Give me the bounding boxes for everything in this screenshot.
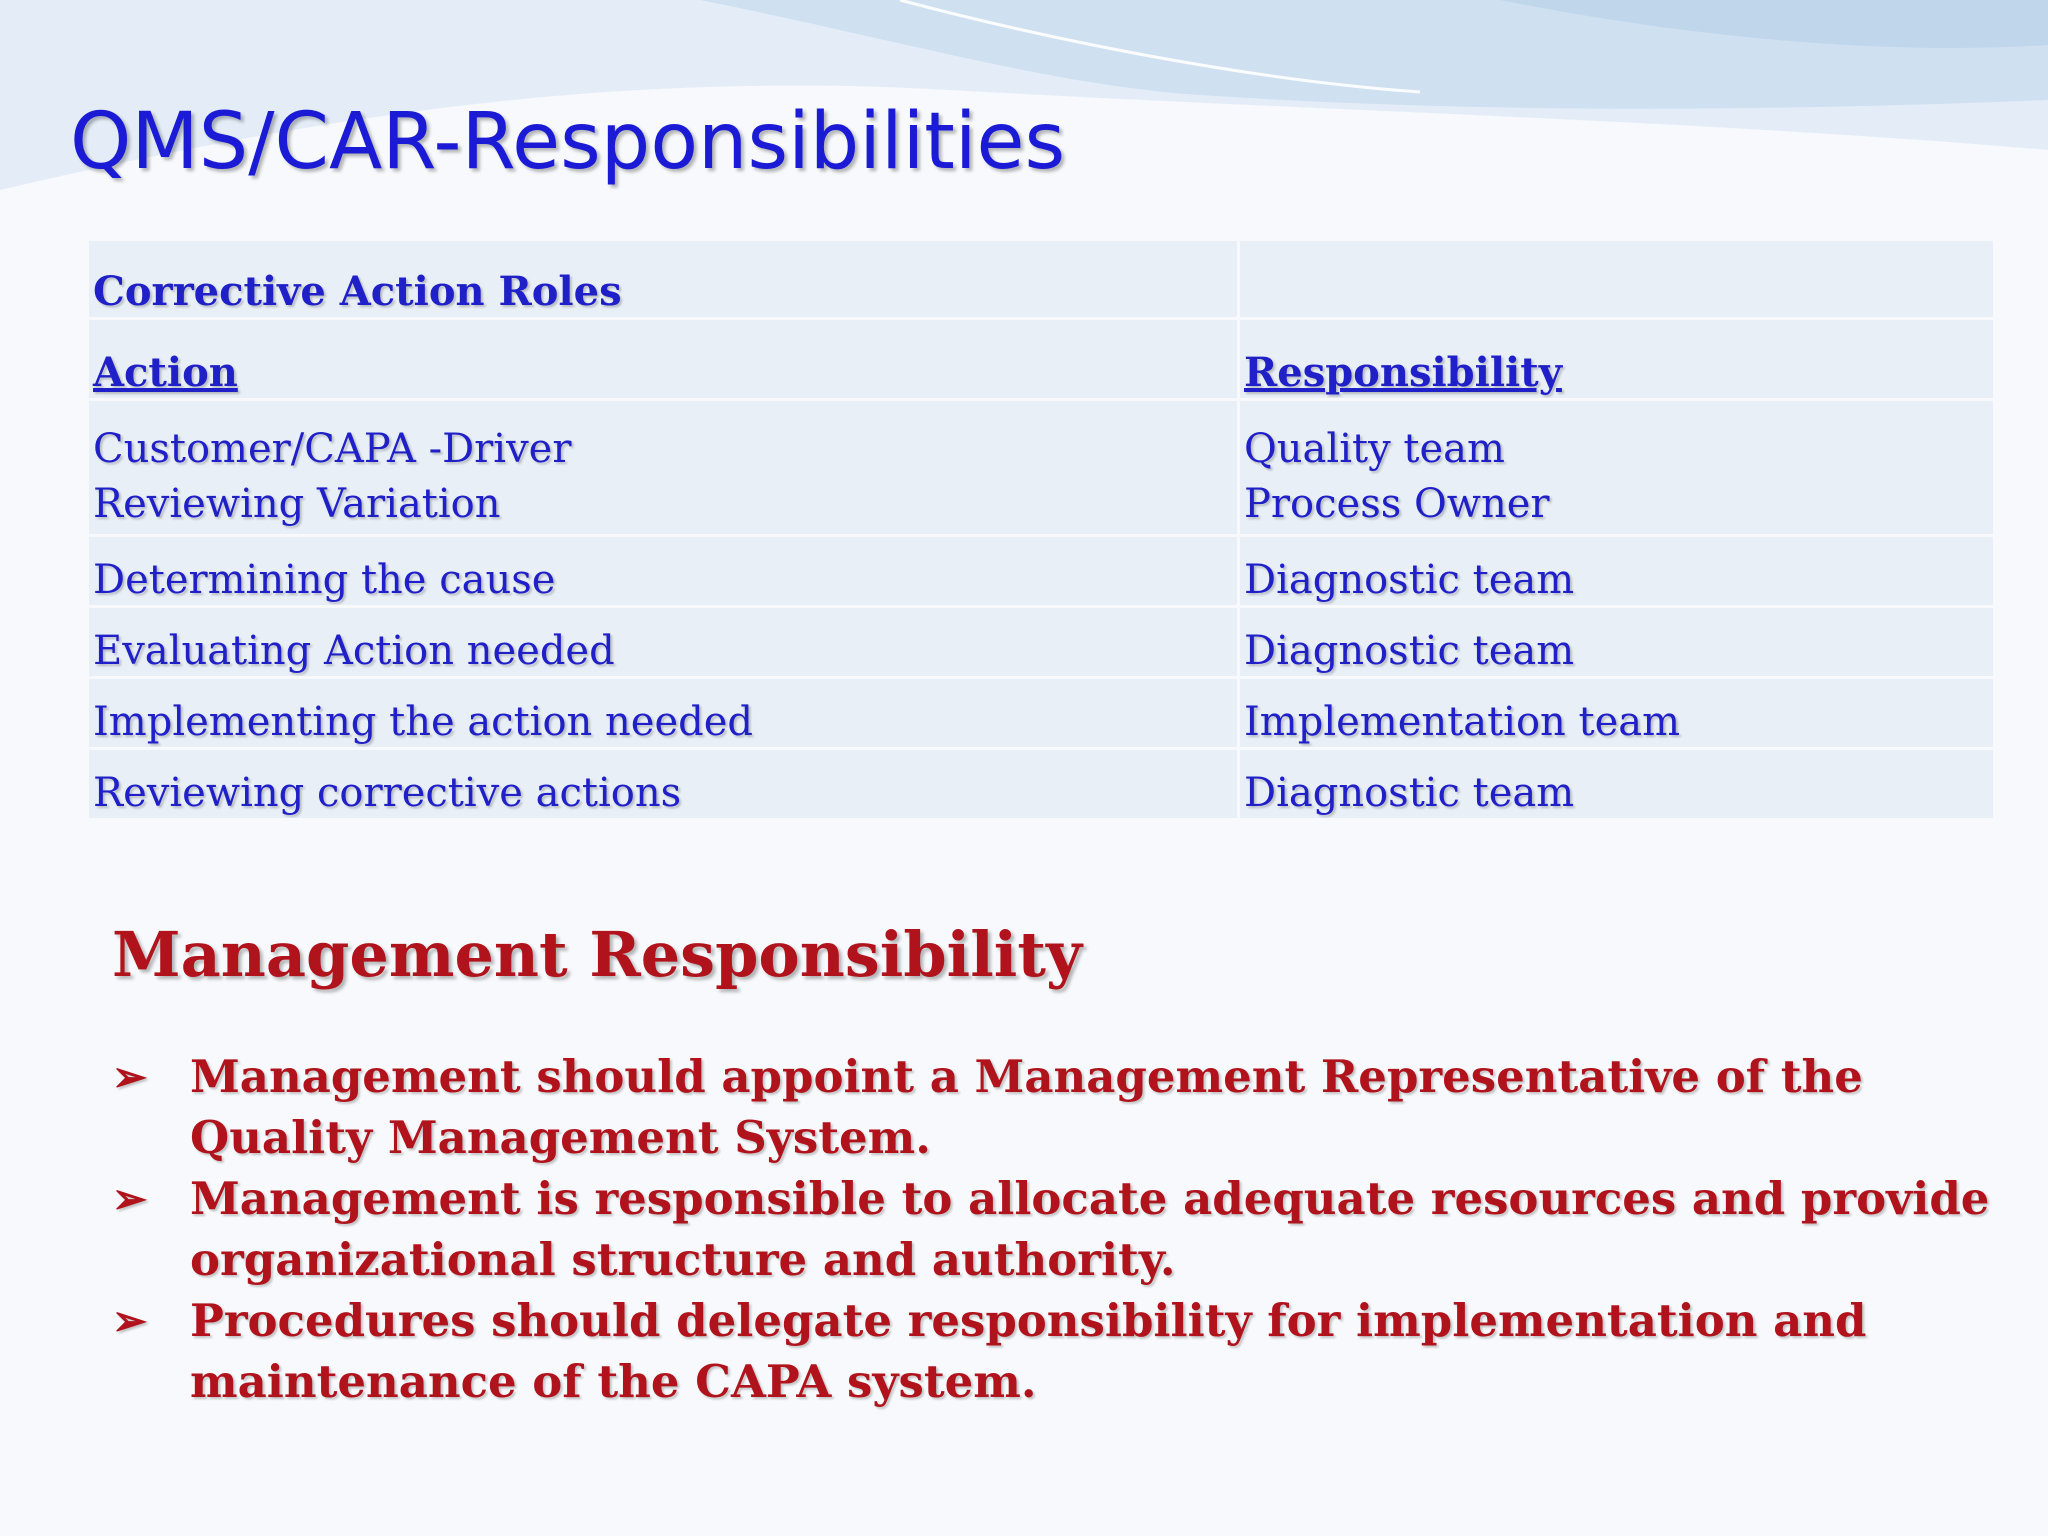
list-item bbox=[112, 1046, 2012, 1168]
arrowhead-bullet-icon: ➢ bbox=[112, 1052, 148, 1101]
responsibility-cell: Diagnostic team bbox=[1240, 537, 1993, 605]
action-text: Reviewing Variation bbox=[93, 481, 501, 527]
corrective-action-roles-table bbox=[86, 238, 1996, 821]
action-cell: Implementing the action needed bbox=[89, 679, 1237, 747]
table-row bbox=[89, 537, 1993, 605]
table-header-row bbox=[89, 320, 1993, 398]
table-row bbox=[89, 401, 1993, 534]
action-text: Customer/CAPA -Driver bbox=[93, 426, 572, 472]
action-cell: Evaluating Action needed bbox=[89, 608, 1237, 676]
management-bullet-list bbox=[112, 1046, 2012, 1412]
table-caption: Corrective Action Roles bbox=[89, 241, 1237, 317]
responsibility-cell: Diagnostic team bbox=[1240, 608, 1993, 676]
responsibility-column-header: Responsibility bbox=[1240, 320, 1993, 398]
responsibility-cell: Implementation team bbox=[1240, 679, 1993, 747]
action-column-header: Action bbox=[89, 320, 1237, 398]
arrowhead-bullet-icon: ➢ bbox=[112, 1174, 148, 1223]
bullet-text: Management is responsible to allocate adequate resources and provide organizational structure and authority. bbox=[190, 1172, 1990, 1286]
responsibility-text: Quality team bbox=[1244, 426, 1505, 472]
management-responsibility-heading: Management Responsibility bbox=[112, 918, 1082, 991]
list-item bbox=[112, 1290, 2012, 1412]
bullet-text: Management should appoint a Management Representative of the Quality Management System. bbox=[190, 1050, 1863, 1164]
bullet-text: Procedures should delegate responsibility for implementation and maintenance of the CAPA system. bbox=[190, 1294, 1867, 1408]
table-row bbox=[89, 750, 1993, 818]
action-cell: Reviewing corrective actions bbox=[89, 750, 1237, 818]
responsibility-cell bbox=[1240, 401, 1993, 534]
responsibility-cell: Diagnostic team bbox=[1240, 750, 1993, 818]
list-item bbox=[112, 1168, 2012, 1290]
responsibility-text: Process Owner bbox=[1244, 481, 1550, 527]
table-caption-row bbox=[89, 241, 1993, 317]
action-cell: Determining the cause bbox=[89, 537, 1237, 605]
arrowhead-bullet-icon: ➢ bbox=[112, 1296, 148, 1345]
slide-title: QMS/CAR-Responsibilities bbox=[70, 97, 1066, 187]
table-caption-empty-cell bbox=[1240, 241, 1993, 317]
table-row bbox=[89, 608, 1993, 676]
action-cell bbox=[89, 401, 1237, 534]
table-row bbox=[89, 679, 1993, 747]
